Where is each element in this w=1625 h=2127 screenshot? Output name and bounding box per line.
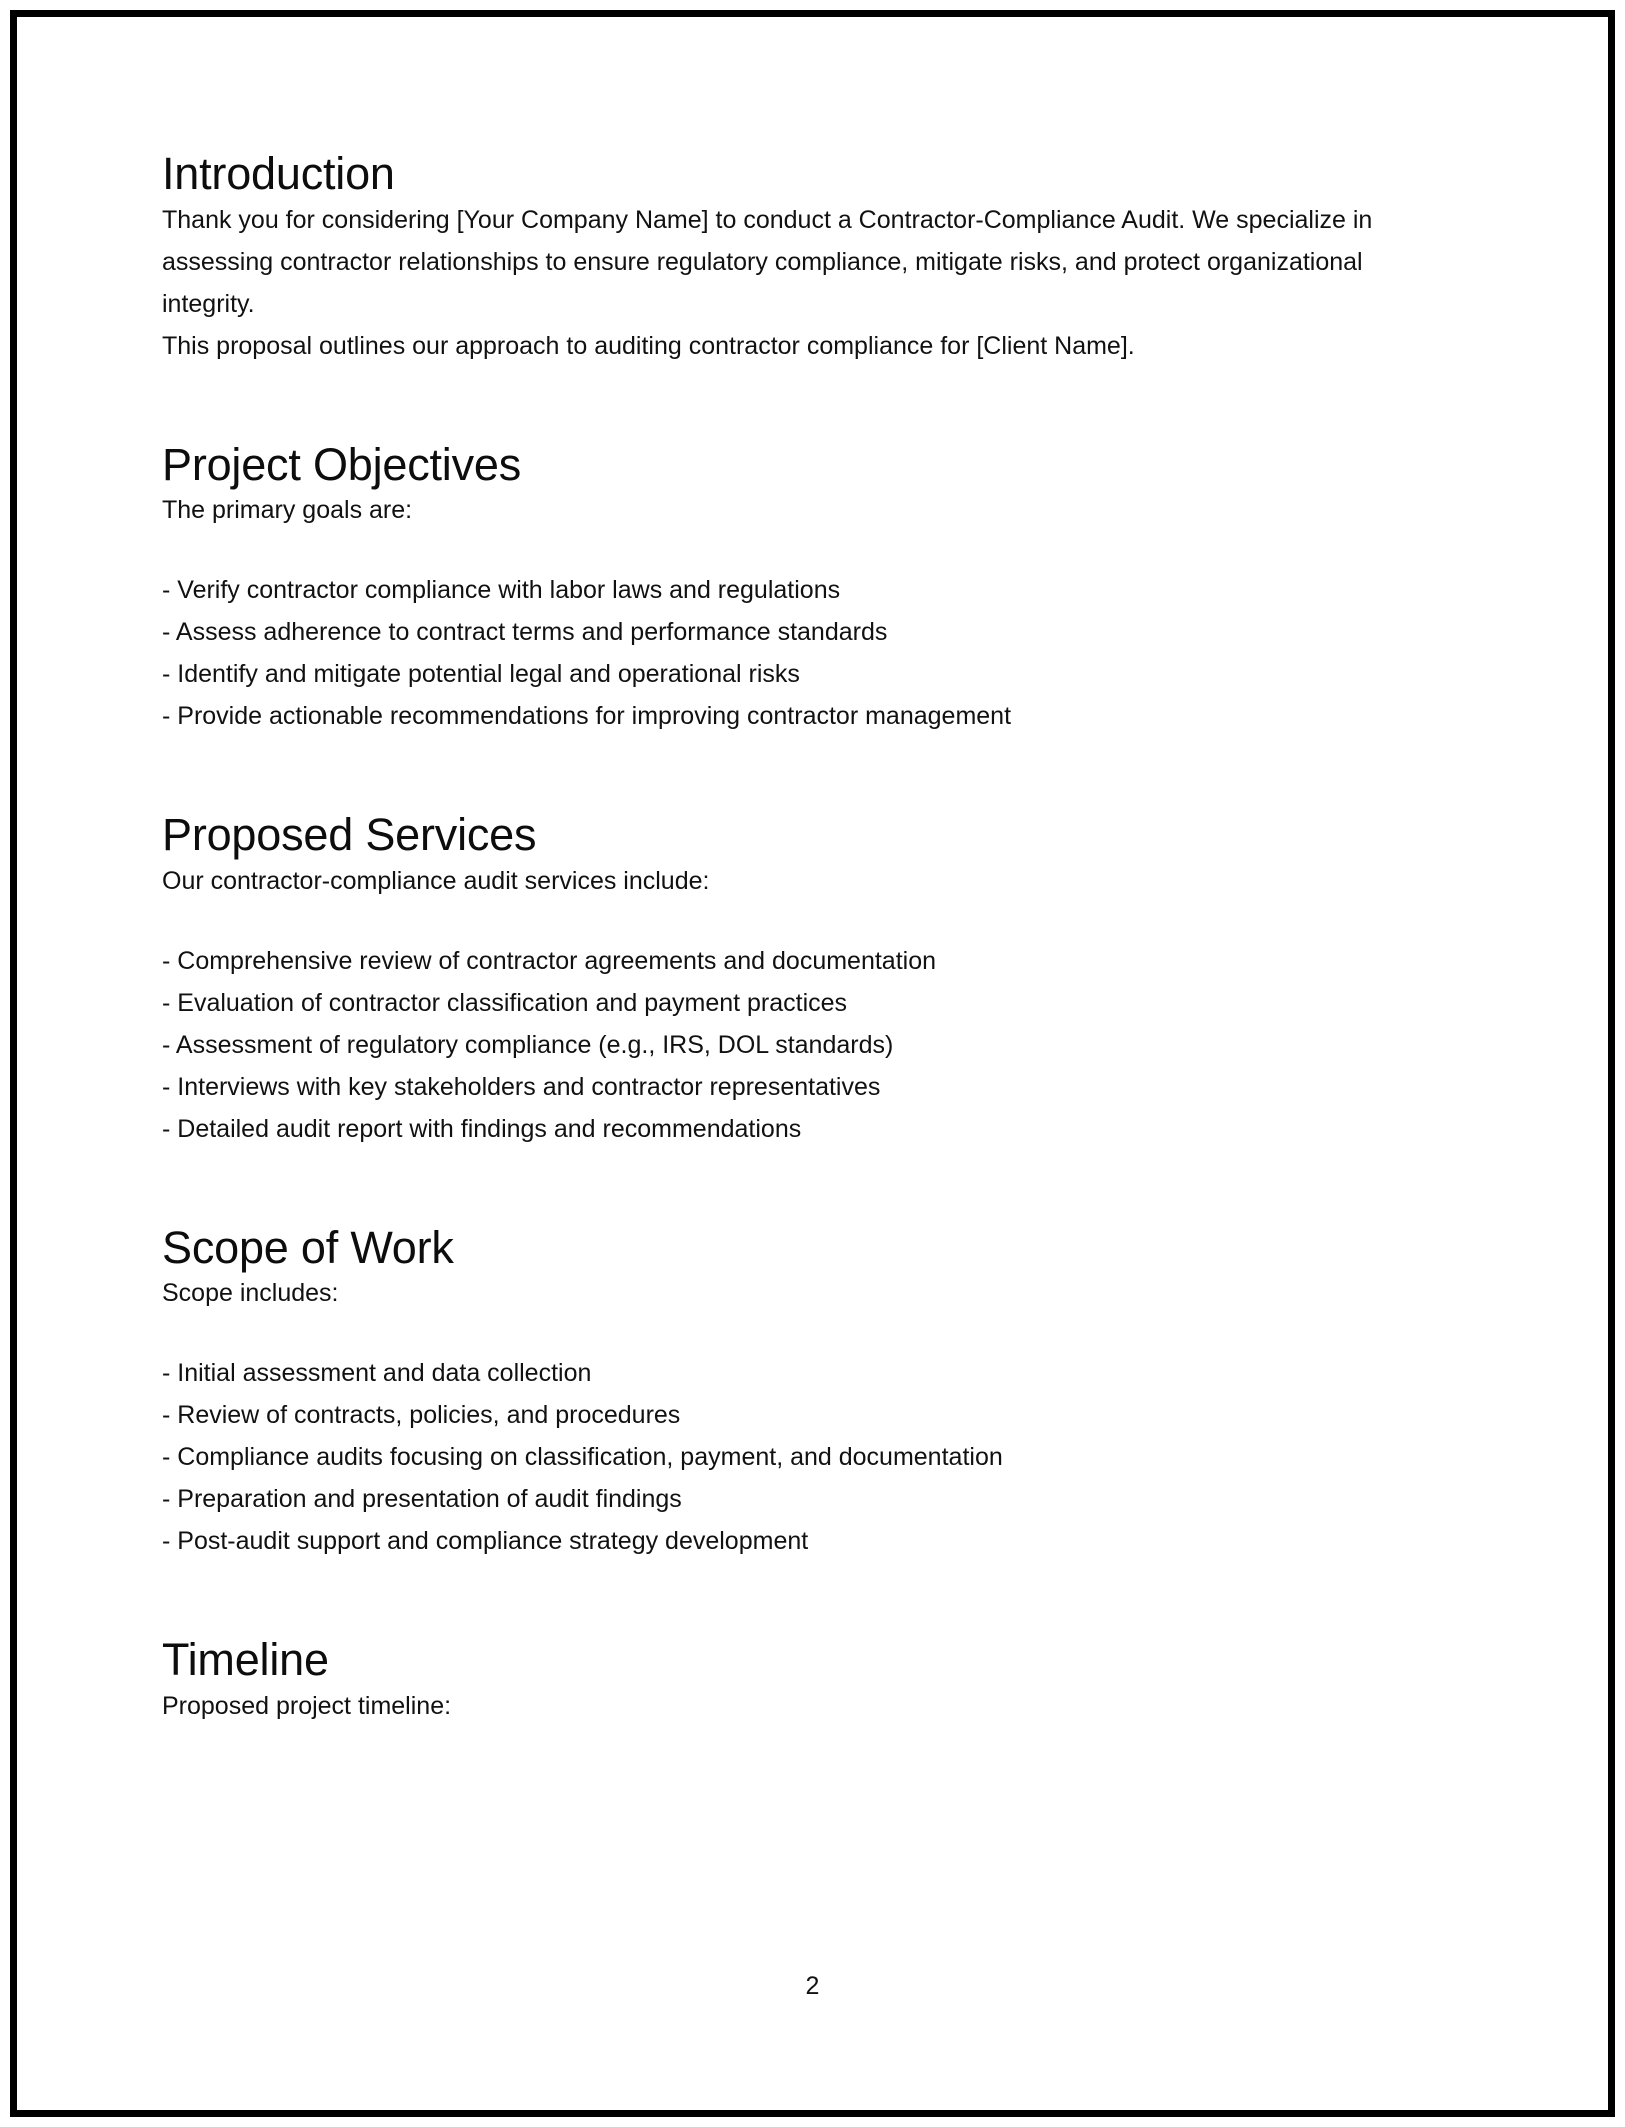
section-scope-of-work bbox=[162, 1221, 1412, 1563]
list-item: - Verify contractor compliance with labor laws and regulations bbox=[162, 576, 841, 605]
list-item: - Detailed audit report with findings and recommendations bbox=[162, 1114, 802, 1143]
project-objectives-intro: The primary goals are: bbox=[162, 496, 413, 525]
section-heading-timeline: Timeline bbox=[162, 1634, 329, 1686]
list-item: - Provide actionable recommendations for improving contractor management bbox=[162, 702, 1012, 731]
list-item: - Review of contracts, policies, and procedures bbox=[162, 1401, 681, 1430]
timeline-intro: Proposed project timeline: bbox=[162, 1691, 452, 1720]
page-number: 2 bbox=[805, 1972, 820, 2000]
list-item: - Initial assessment and data collection bbox=[162, 1359, 592, 1388]
section-project-objectives bbox=[162, 438, 1412, 738]
project-objectives-list bbox=[162, 569, 1412, 737]
list-item: - Assess adherence to contract terms and performance standards bbox=[162, 618, 888, 647]
section-introduction bbox=[162, 150, 1412, 367]
introduction-paragraph-1: Thank you for considering [Your Company Name] to conduct a Contractor-Compliance Audit. We specialize in assessing contractor relationships to ensure regulatory compliance, mitigate risks, and protect organizational integrity. bbox=[162, 205, 1373, 318]
section-timeline bbox=[162, 1636, 1412, 1727]
scope-of-work-list bbox=[162, 1352, 1412, 1562]
section-heading-introduction: Introduction bbox=[162, 148, 395, 199]
list-item: - Comprehensive review of contractor agreements and documentation bbox=[162, 946, 937, 975]
proposed-services-intro: Our contractor-compliance audit services include: bbox=[162, 866, 710, 895]
list-item: - Evaluation of contractor classification and payment practices bbox=[162, 988, 848, 1017]
scope-of-work-intro: Scope includes: bbox=[162, 1279, 339, 1308]
proposed-services-list bbox=[162, 940, 1412, 1150]
introduction-paragraph-2: This proposal outlines our approach to auditing contractor compliance for [Client Name]. bbox=[162, 331, 1135, 360]
section-heading-project-objectives: Project Objectives bbox=[162, 438, 522, 490]
list-item: - Identify and mitigate potential legal and operational risks bbox=[162, 660, 800, 689]
list-item: - Preparation and presentation of audit findings bbox=[162, 1485, 682, 1514]
list-item: - Post-audit support and compliance strategy development bbox=[162, 1527, 809, 1556]
list-item: - Assessment of regulatory compliance (e.g., IRS, DOL standards) bbox=[162, 1030, 894, 1059]
section-heading-proposed-services: Proposed Services bbox=[162, 809, 537, 861]
section-heading-scope-of-work: Scope of Work bbox=[162, 1221, 454, 1273]
document-content bbox=[162, 150, 1412, 1727]
list-item: - Interviews with key stakeholders and contractor representatives bbox=[162, 1072, 881, 1101]
section-proposed-services bbox=[162, 811, 1412, 1150]
list-item: - Compliance audits focusing on classification, payment, and documentation bbox=[162, 1443, 1003, 1472]
